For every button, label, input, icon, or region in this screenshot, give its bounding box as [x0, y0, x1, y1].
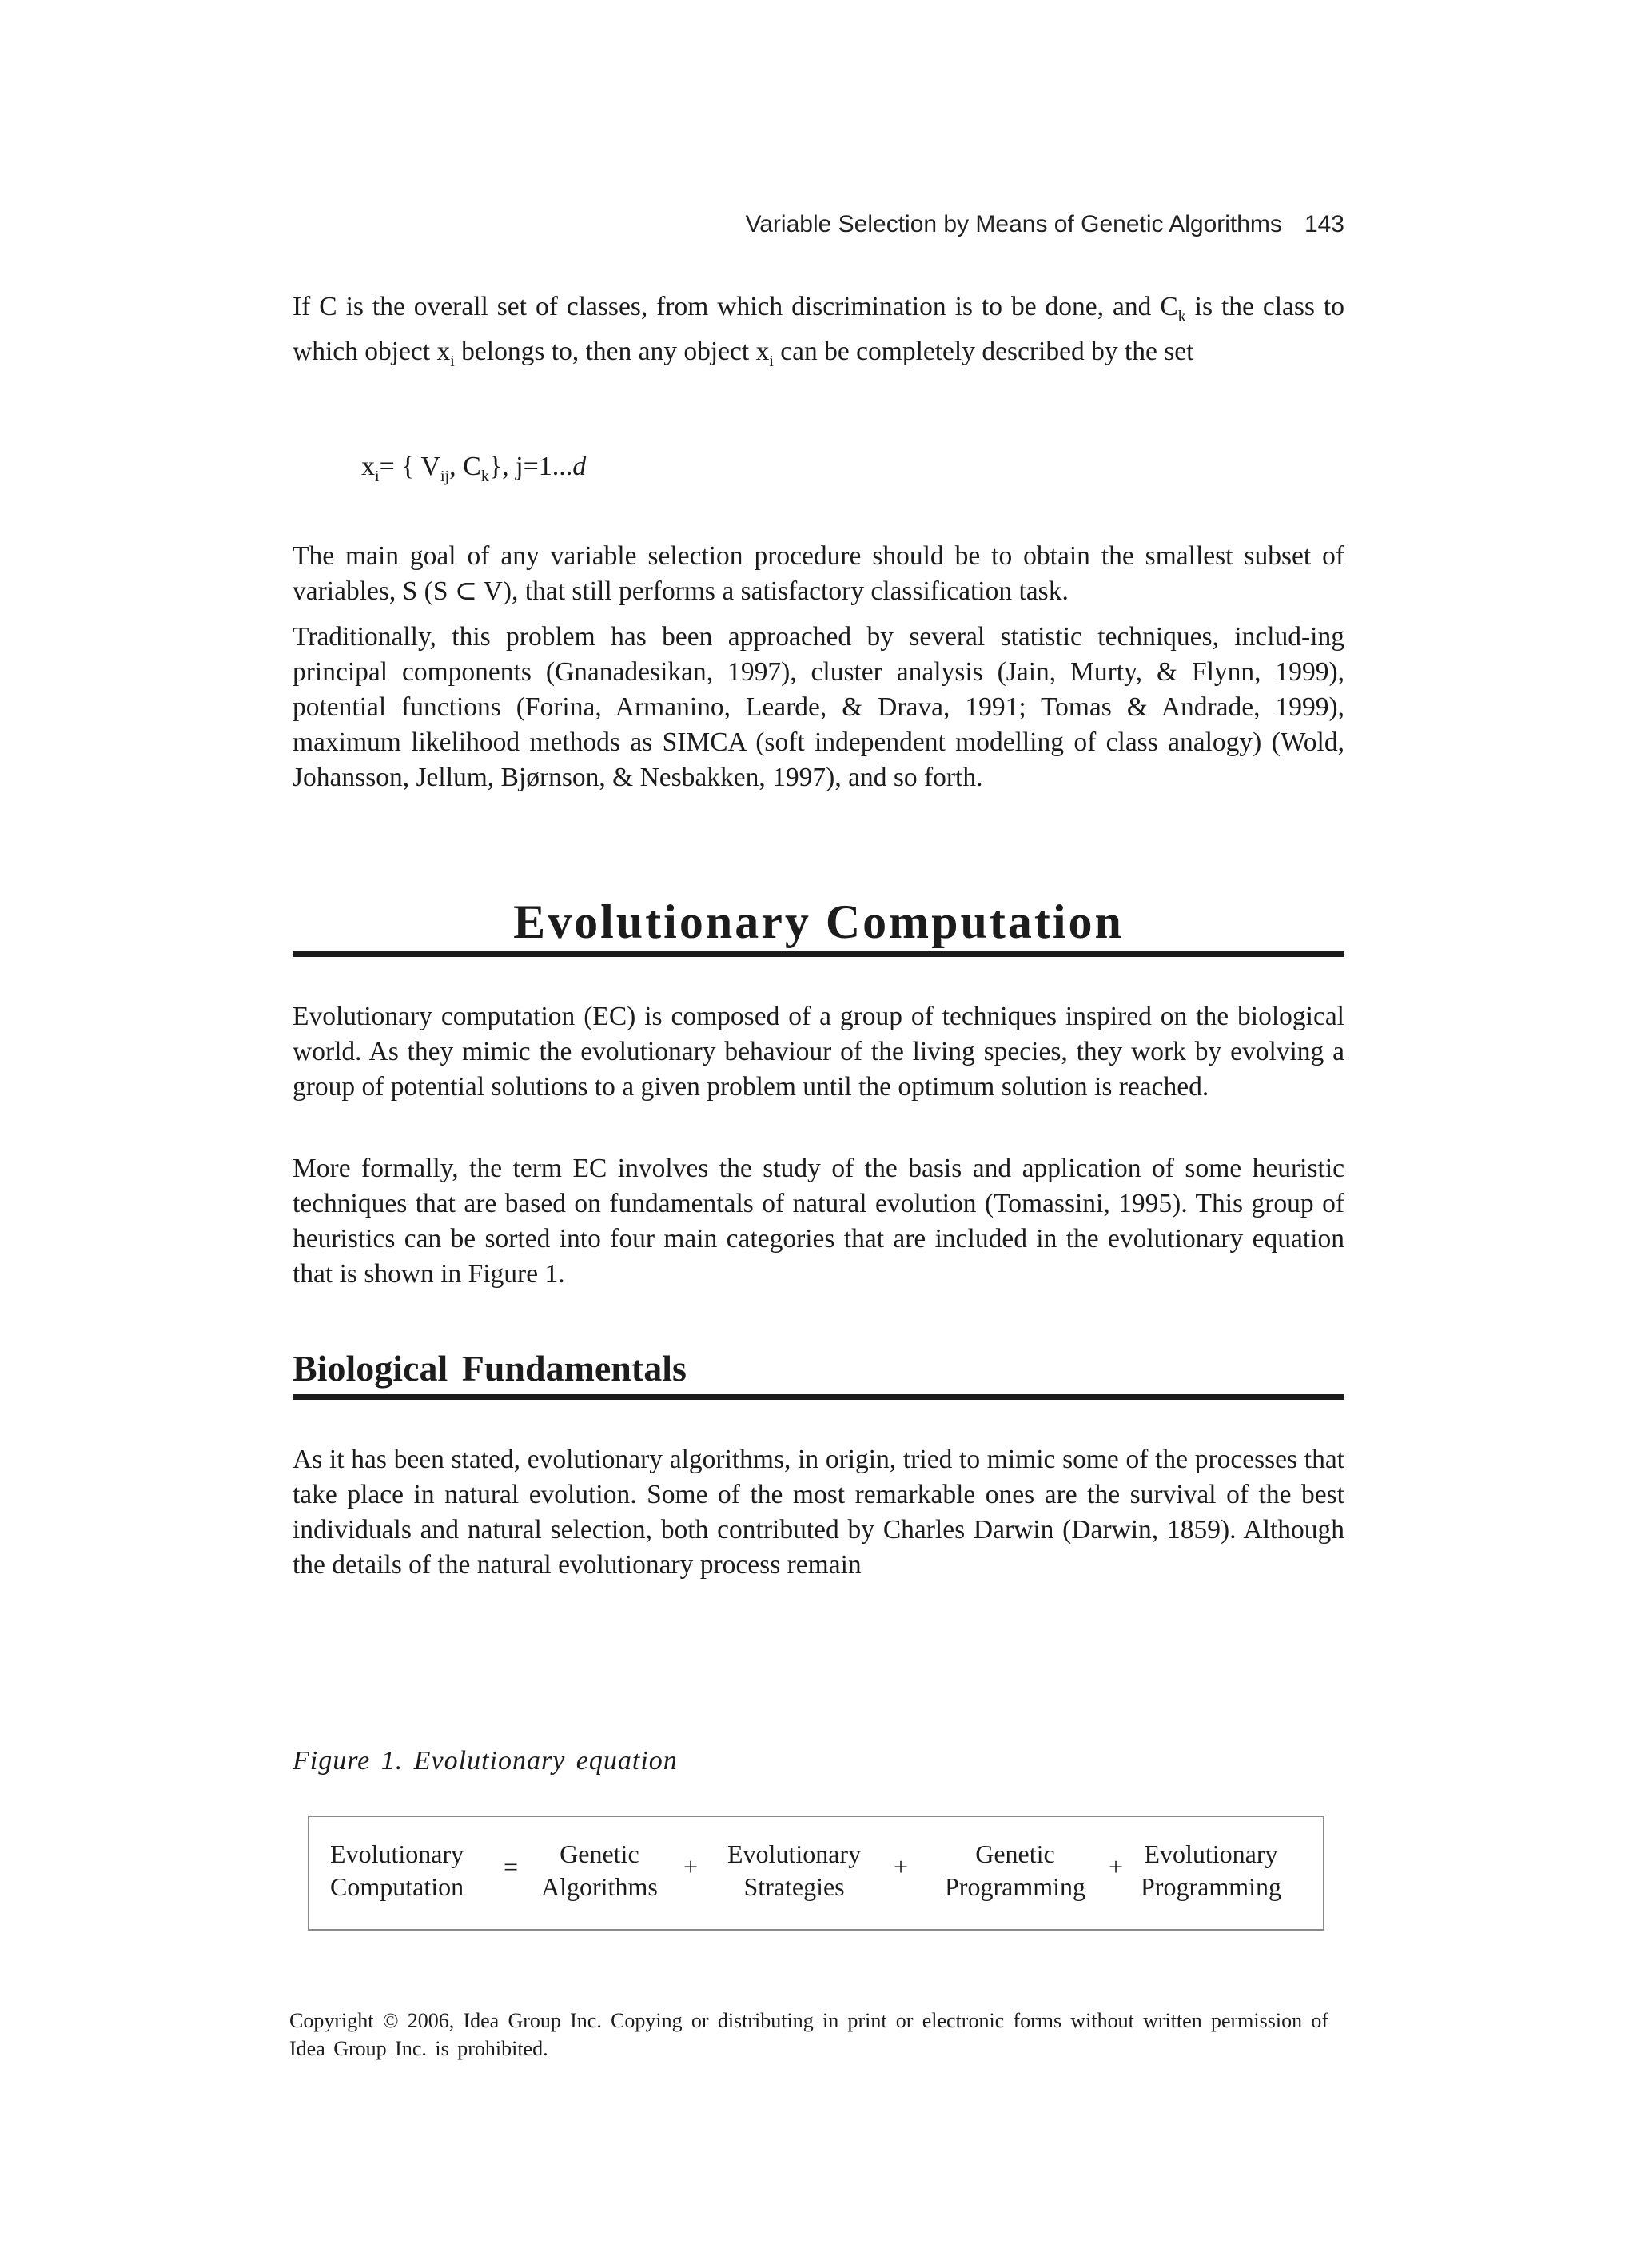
- set-equation: $x_i=$ { $V_{ij}$, $C_k$}, j=1...d: [361, 452, 587, 485]
- equals-operator: =: [504, 1852, 519, 1881]
- paragraph-goal: The main goal of any variable selection procedure should be to obtain the smallest subset of variables, S (S ⊂ V), that still performs a satisfactory classification task.: [293, 541, 1344, 606]
- subsection-rule: [293, 1394, 1344, 1400]
- plus-operator: +: [1109, 1852, 1124, 1881]
- plus-operator: +: [683, 1852, 699, 1881]
- subsection-title: Biological Fundamentals: [293, 1348, 687, 1389]
- plus-operator: +: [894, 1852, 909, 1881]
- running-title: Variable Selection by Means of Genetic Algorithms: [745, 211, 1282, 237]
- paragraph-biological-fundamentals: As it has been stated, evolutionary algorithms, in origin, tried to mimic some of the processes that take place in natural evolution. Some of the most remarkable ones are the survival of the best individuals and natural selection, both contributed by Charles Darwin (Darwin, 1859). Although the details of the natural evolutionary process remain: [293, 1445, 1344, 1580]
- term-evolutionary-computation: Evolutionary Computation: [330, 1840, 464, 1901]
- term-genetic-algorithms: Genetic Algorithms: [541, 1840, 658, 1901]
- term-evolutionary-programming: Evolutionary Programming: [1141, 1840, 1281, 1901]
- paragraph-ec-definition: Evolutionary computation (EC) is composed of a group of techniques inspired on the biological world. As they mimic the evolutionary behaviour of the living species, they work by evolving a group of potential solutions to a given problem until the optimum solution is reached.: [293, 1002, 1344, 1102]
- page-number: 143: [1304, 211, 1344, 237]
- section-rule: [293, 951, 1344, 957]
- copyright-notice: Copyright © 2006, Idea Group Inc. Copying or distributing in print or electronic forms without written permission of Idea Group Inc. is prohibited.: [289, 2009, 1328, 2060]
- evolutionary-equation-figure: [308, 1816, 1324, 1931]
- paragraph-traditional-techniques: Traditionally, this problem has been approached by several statistic techniques, includ-ing principal components (Gnanadesikan, 1997), cluster analysis (Jain, Murty, & Flynn, 1999), potential functions (Forina, Armanino, Learde, & Drava, 1991; Tomas & Andrade, 1999), maximum likelihood methods as SIMCA (soft independent modelling of class analogy) (Wold, Johansson, Jellum, Bjørnson, & Nesbakken, 1997), and so forth.: [293, 622, 1344, 792]
- term-evolutionary-strategies: Evolutionary Strategies: [727, 1840, 862, 1901]
- figure-caption: Figure 1. Evolutionary equation: [293, 1746, 678, 1776]
- term-genetic-programming: Genetic Programming: [945, 1840, 1085, 1901]
- running-header: [293, 211, 1344, 238]
- paragraph-ec-formal: More formally, the term EC involves the study of the basis and application of some heuristic techniques that are based on fundamentals of natural evolution (Tomassini, 1995). This group of heuristics can be sorted into four main categories that are included in the evolutionary equation that is shown in Figure 1.: [293, 1154, 1344, 1289]
- paragraph-class-definition: If C is the overall set of classes, from which discrimination is to be done, and $C_k$ is the class to which object $x_i$ belongs to, then any object $x_i$ can be completely described by the set: [293, 292, 1344, 370]
- section-title: Evolutionary Computation: [513, 895, 1124, 948]
